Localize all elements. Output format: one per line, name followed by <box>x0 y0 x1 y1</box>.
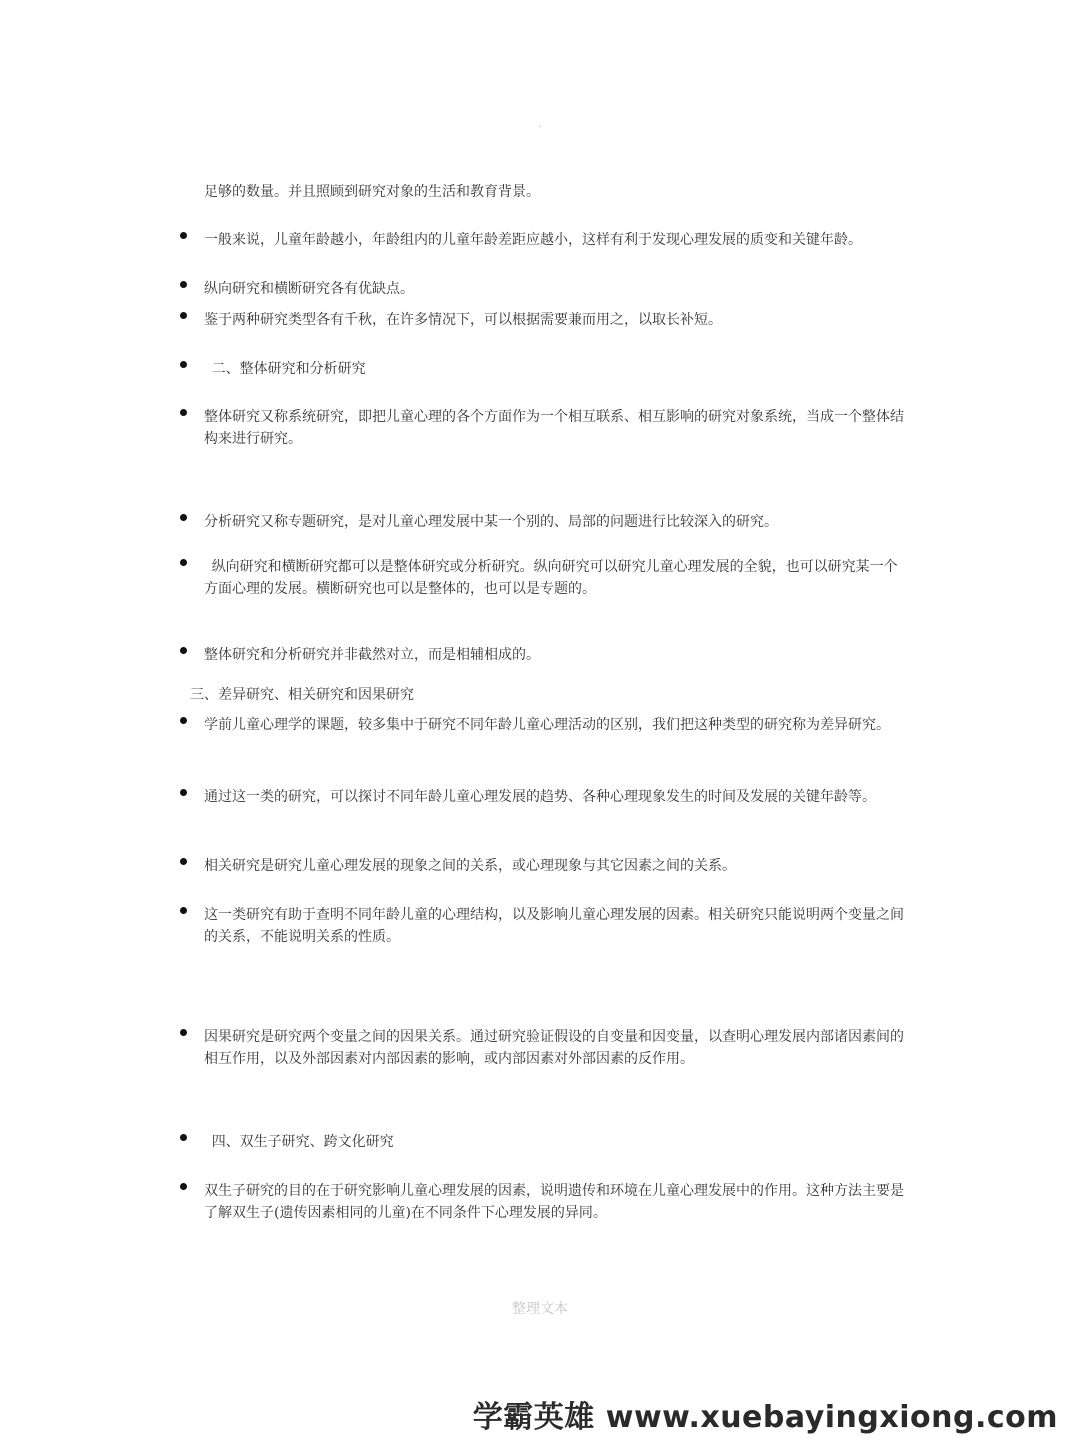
list-item: 一般来说，儿童年龄越小，年龄组内的儿童年龄差距应越小，这样有利于发现心理发展的质变和关键年龄。 <box>204 232 862 248</box>
bullet-dot <box>180 281 187 288</box>
bullet-dot <box>180 789 187 796</box>
bullet-dot <box>180 647 187 654</box>
page-footer: 整理文本 <box>512 1301 568 1317</box>
list-item: 整体研究又称系统研究，即把儿童心理的各个方面作为一个相互联系、相互影响的研究对象系统，当成一个整体结构来进行研究。 <box>204 409 904 447</box>
section-heading-four: 四、双生子研究、跨文化研究 <box>211 1134 394 1150</box>
list-item: 鉴于两种研究类型各有千秋，在许多情况下，可以根据需要兼而用之，以取长补短。 <box>204 312 722 328</box>
bullet-dot <box>180 409 187 416</box>
bullet-dot <box>180 361 187 368</box>
bullet-dot <box>180 312 187 319</box>
list-item: 因果研究是研究两个变量之间的因果关系。通过研究验证假设的自变量和因变量，以查明心理发展内部诸因素间的相互作用，以及外部因素对内部因素的影响，或内部因素对外部因素的反作用。 <box>204 1029 904 1067</box>
bullet-dot <box>180 858 187 865</box>
list-item: 分析研究又称专题研究，是对儿童心理发展中某一个别的、局部的问题进行比较深入的研究。 <box>204 514 778 530</box>
bullet-dot <box>180 514 187 521</box>
bullet-dot <box>180 232 187 239</box>
list-item: 相关研究是研究儿童心理发展的现象之间的关系，或心理现象与其它因素之间的关系。 <box>204 858 736 874</box>
list-item: 纵向研究和横断研究都可以是整体研究或分析研究。纵向研究可以研究儿童心理发展的全貌，也可以研究某一个方面心理的发展。横断研究也可以是整体的，也可以是专题的。 <box>204 559 898 597</box>
list-item: 这一类研究有助于查明不同年龄儿童的心理结构，以及影响儿童心理发展的因素。相关研究只能说明两个变量之间的关系，不能说明关系的性质。 <box>204 907 904 945</box>
bullet-dot <box>180 1183 187 1190</box>
list-item: 通过这一类的研究，可以探讨不同年龄儿童心理发展的趋势、各种心理现象发生的时间及发展的关键年龄等。 <box>204 789 876 805</box>
bullet-dot <box>180 907 187 914</box>
list-item: 双生子研究的目的在于研究影响儿童心理发展的因素，说明遗传和环境在儿童心理发展中的作用。这种方法主要是了解双生子(遗传因素相同的儿童)在不同条件下心理发展的异同。 <box>204 1183 904 1221</box>
section-heading-three: 三、差异研究、相关研究和因果研究 <box>190 687 414 703</box>
bullet-dot <box>180 717 187 724</box>
list-item: 纵向研究和横断研究各有优缺点。 <box>204 281 414 297</box>
list-item: 整体研究和分析研究并非截然对立，而是相辅相成的。 <box>204 647 540 663</box>
list-item: 学前儿童心理学的课题，较多集中于研究不同年龄儿童心理活动的区别，我们把这种类型的研究称为差异研究。 <box>204 717 890 733</box>
section-heading-two: 二、整体研究和分析研究 <box>211 361 366 377</box>
bullet-dot <box>180 1134 187 1141</box>
page-mark: · <box>538 122 542 133</box>
bullet-dot <box>180 559 187 566</box>
lead-paragraph: 足够的数量。并且照顾到研究对象的生活和教育背景。 <box>204 184 540 200</box>
bullet-dot <box>180 1029 187 1036</box>
site-watermark: 学霸英雄 www.xuebayingxiong.com <box>472 1400 1058 1435</box>
